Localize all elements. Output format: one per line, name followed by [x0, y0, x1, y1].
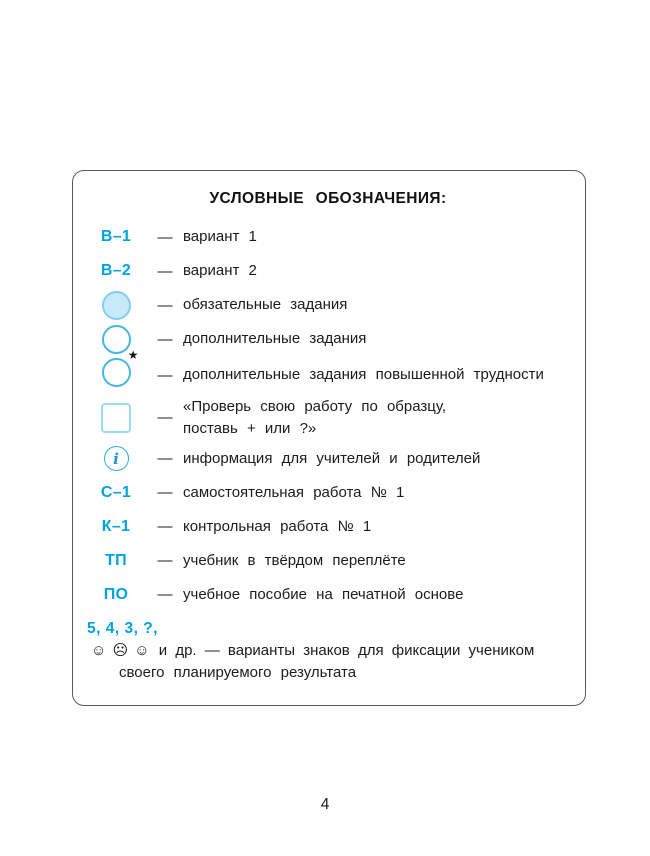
desc-line-2: поставь + или ?» — [183, 419, 317, 437]
dash: — — [157, 409, 173, 427]
dash: — — [157, 296, 173, 314]
dash: — — [157, 330, 173, 348]
info-circle-icon: i — [104, 446, 129, 471]
legend-desc: вариант 1 — [183, 228, 257, 246]
legend-symbol — [85, 348, 147, 392]
page-number: 4 — [320, 796, 330, 813]
dash: — — [157, 228, 173, 246]
legend-desc: самостоятельная работа № 1 — [183, 483, 405, 501]
legend-symbol — [85, 518, 147, 536]
symbol-label-tp: ТП — [105, 551, 127, 569]
dash: — — [157, 366, 173, 384]
legend-symbol — [85, 446, 147, 471]
legend-row-s1 — [85, 478, 571, 508]
legend-symbol — [85, 552, 147, 570]
symbol-label-po: ПО — [103, 585, 129, 603]
legend-row-info — [85, 444, 571, 474]
legend-row-tp — [85, 546, 571, 576]
marks-label: 5, 4, 3, ?, — [87, 619, 158, 637]
legend-desc: вариант 2 — [183, 262, 257, 280]
legend-desc: дополнительные задания повышенной трудности — [183, 366, 544, 384]
legend-footer — [85, 620, 571, 685]
star-circle-icon — [102, 348, 139, 392]
legend-symbol — [85, 262, 147, 280]
legend-desc — [183, 396, 446, 440]
legend-row-v2 — [85, 256, 571, 286]
legend-desc: обязательные задания — [183, 296, 348, 314]
footer-line-1 — [91, 640, 571, 663]
filled-circle-icon — [102, 291, 131, 320]
legend-row-additional — [85, 324, 571, 354]
legend-desc: контрольная работа № 1 — [183, 517, 372, 535]
legend-desc: учебное пособие на печатной основе — [183, 585, 464, 603]
symbol-label-v1: В–1 — [100, 228, 132, 245]
legend-symbol — [85, 403, 147, 433]
legend-box — [72, 170, 586, 706]
smiley-icons: ☺ ☹ ☺ — [91, 641, 151, 659]
dash: — — [157, 484, 173, 501]
star-icon: ★ — [127, 348, 139, 362]
legend-row-k1 — [85, 512, 571, 542]
legend-desc: дополнительные задания — [183, 330, 367, 348]
legend-row-v1 — [85, 222, 571, 252]
footer-line-2: своего планируемого результата — [119, 664, 357, 681]
dash: — — [157, 552, 173, 569]
symbol-label-v2: В–2 — [100, 262, 132, 279]
square-icon — [101, 403, 131, 433]
footer-text: и др. — варианты знаков для фиксации учеником — [158, 641, 535, 659]
empty-circle-icon — [102, 325, 131, 354]
legend-desc: учебник в твёрдом переплёте — [183, 551, 406, 569]
legend-symbol — [85, 228, 147, 246]
symbol-label-s1: С–1 — [100, 483, 132, 501]
dash: — — [157, 518, 173, 535]
dash: — — [157, 586, 173, 603]
legend-desc: информация для учителей и родителей — [183, 449, 481, 467]
legend-row-advanced — [85, 348, 571, 392]
legend-row-check — [85, 396, 571, 440]
legend-row-required — [85, 290, 571, 320]
dash: — — [157, 450, 173, 467]
legend-symbol — [85, 586, 147, 604]
page-title: УСЛОВНЫЕ ОБОЗНАЧЕНИЯ: — [209, 190, 447, 207]
legend-row-po — [85, 580, 571, 610]
empty-circle-icon — [102, 358, 131, 387]
dash: — — [157, 262, 173, 280]
symbol-label-k1: К–1 — [101, 517, 131, 535]
legend-symbol — [85, 291, 147, 320]
legend-symbol — [85, 484, 147, 502]
desc-line-1: «Проверь свою работу по образцу, — [183, 398, 447, 415]
